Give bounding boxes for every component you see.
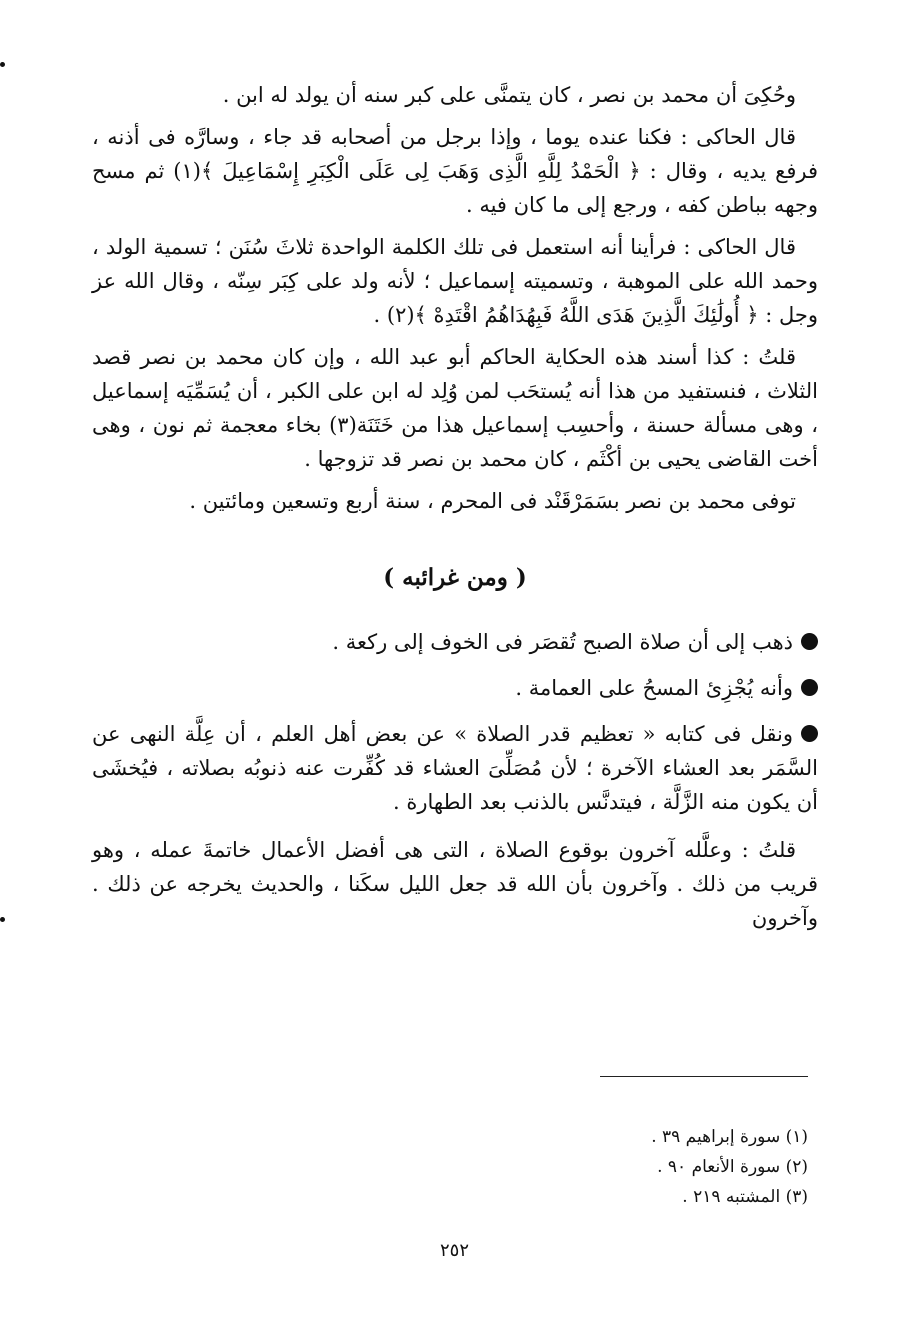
footnote-divider bbox=[600, 1076, 808, 1077]
section-heading: ( ومن غرائبه ) bbox=[383, 564, 527, 591]
paragraph-1: وحُكِىَ أن محمد بن نصر ، كان يتمنَّى على كبر سنه أن يولد له ابن . bbox=[222, 83, 796, 107]
paragraph-4: قلتُ : كذا أسند هذه الحكاية الحاكم أبو عبد الله ، وإن كان محمد بن نصر قصد الثلاث ، فنستفيد من هذا أنه يُستحَب لمن وُلِد له ابن على الكبر ، أن يُسَمِّيَه إسماعيل ، وهى مسألة حسنة ، وأحسِب إسماعيل هذا من خَتَنَة(٣) بخاء معجمة ثم نون ، وهى أخت القاضى يحيى بن أكْثَم ، كان محمد بن نصر قد تزوجها . bbox=[92, 345, 819, 471]
bullet-item-1 bbox=[92, 625, 818, 659]
paragraph-after-bullets: قلتُ : وعلَّله آخرون بوقوع الصلاة ، التى هى أفضل الأعمال خاتمةَ عمله ، وهو قريب من ذلك . وآخرون بأن الله قد جعل الليل سكَنا ، والحديث يخرجه عن ذلك . وآخرون bbox=[92, 838, 818, 930]
bullet-icon bbox=[801, 725, 818, 742]
bullet-text: وأنه يُجْزِئ المسحُ على العمامة . bbox=[515, 676, 793, 700]
edge-mark-top bbox=[0, 62, 5, 67]
bullet-item-3 bbox=[92, 717, 818, 819]
bullet-icon bbox=[801, 679, 818, 696]
bullet-text: ونقل فى كتابه « تعظيم قدر الصلاة » عن بعض أهل العلم ، أن عِلَّة النهى عن السَّمَر بعد العشاء الآخرة ؛ لأن مُصَلِّىَ العشاء قد كُفِّرت عنه ذنوبُه بصلاته ، فيُخشَى أن يكون منه الزَّلَّة ، فيتدنَّس بالذنب بعد الطهارة . bbox=[92, 722, 818, 814]
footnote-1: (١) سورة إبراهيم ٣٩ . bbox=[651, 1127, 808, 1147]
footnote-3: (٣) المشتبه ٢١٩ . bbox=[682, 1187, 808, 1207]
paragraph-5: توفى محمد بن نصر بسَمَرْقَنْد فى المحرم ، سنة أربع وتسعين ومائتين . bbox=[189, 489, 796, 513]
page-number: ٢٥٢ bbox=[439, 1240, 469, 1261]
bullet-text: ذهب إلى أن صلاة الصبح تُقصَر فى الخوف إلى ركعة . bbox=[332, 630, 793, 654]
footnote-2: (٢) سورة الأنعام ٩٠ . bbox=[657, 1157, 808, 1177]
page-body bbox=[92, 78, 818, 935]
footnotes bbox=[651, 1122, 808, 1212]
edge-mark-middle bbox=[0, 917, 5, 922]
bullet-icon bbox=[801, 633, 818, 650]
paragraph-3: قال الحاكى : فرأينا أنه استعمل فى تلك الكلمة الواحدة ثلاثَ سُنَن ؛ تسمية الولد ، وحمد الله على الموهبة ، وتسميته إسماعيل ؛ لأنه ولد على كِبَر سِنّه ، وقال الله عز وجل : ﴿ أُولَٰئِكَ الَّذِينَ هَدَى اللَّهُ فَبِهُدَاهُمُ اقْتَدِهْ ﴾(٢) . bbox=[92, 235, 818, 327]
paragraph-2: قال الحاكى : فكنا عنده يوما ، وإذا برجل من أصحابه قد جاء ، وسارَّه فى أذنه ، فرفع يديه ، وقال : ﴿ الْحَمْدُ لِلَّهِ الَّذِى وَهَبَ لِى عَلَى الْكِبَرِ إِسْمَاعِيلَ ﴾(١) ثم مسح وجهه بباطن كفه ، ورجع إلى ما كان فيه . bbox=[92, 125, 819, 217]
bullet-item-2 bbox=[92, 671, 818, 705]
